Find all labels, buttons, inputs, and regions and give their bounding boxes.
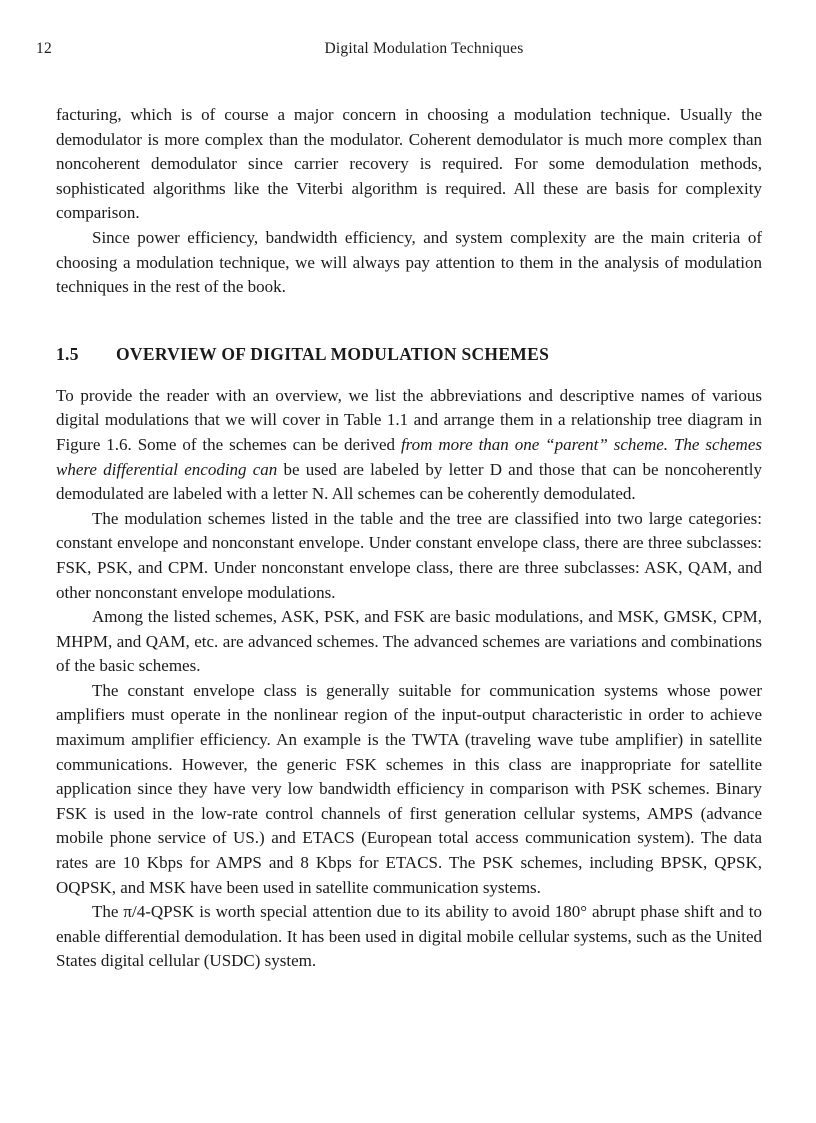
overview-text-italic: from more than one “parent” scheme. The schemes where differential encoding can	[56, 434, 762, 479]
paragraph-constant-envelope: The constant envelope class is generally suitable for communication systems whose power amplifiers must operate in the nonlinear region of the input-output characteristic in order to achieve maximum amplifier efficiency. An example is the TWTA (traveling wave tube amplifier) in satellite communications. However, the generic FSK schemes in this class are inappropriate for satellite application since they have very low bandwidth efficiency in comparison with PSK schemes. Binary FSK is used in the low-rate control channels of first generation cellular systems, AMPS (advance mobile phone service of US.) and ETACS (European total access communication system). The data rates are 10 Kbps for AMPS and 8 Kbps for ETACS. The PSK schemes, including BPSK, QPSK, OQPSK, and MSK have been used in satellite communication systems.	[56, 680, 762, 897]
running-title: Digital Modulation Techniques	[324, 40, 524, 57]
page-number: 12	[36, 40, 52, 57]
running-head	[36, 40, 762, 66]
paragraph-overview	[56, 384, 762, 507]
section-heading	[56, 344, 762, 365]
overview-text-end: be used are labeled by letter D and those that can be noncoherently demodulated are labeled with a letter N. All schemes can be coherently demodulated.	[56, 459, 762, 504]
section-title: OVERVIEW OF DIGITAL MODULATION SCHEMES	[116, 343, 550, 364]
section-number: 1.5	[56, 343, 79, 364]
intro-text	[56, 103, 762, 300]
paragraph-basic-advanced: Among the listed schemes, ASK, PSK, and FSK are basic modulations, and MSK, GMSK, CPM, MHPM, and QAM, etc. are advanced schemes. The advanced schemes are variations and combinations of the basic schemes.	[56, 607, 762, 676]
book-page	[36, 40, 762, 974]
paragraph-categories: The modulation schemes listed in the table and the tree are classified into two large categories: constant envelope and nonconstant envelope. Under constant envelope class, there are three subclasses: FSK, PSK, and CPM. Under nonconstant envelope class, there are three subclasses: ASK, QAM, and other nonconstant envelope modulations.	[56, 508, 762, 602]
paragraph-complexity: facturing, which is of course a major concern in choosing a modulation technique. Usually the demodulator is more complex than the modulator. Coherent demodulator is much more complex than noncoherent demodulator since carrier recovery is required. For some demodulation methods, sophisticated algorithms like the Viterbi algorithm is required. All these are basis for complexity comparison.	[56, 105, 762, 223]
overview-text-start: To provide the reader with an overview, we list the abbreviations and descriptive names of various digital modulations that we will cover in Table 1.1 and arrange them in a relationship tree diagram in Figure 1.6. Some of the schemes can be derived	[56, 385, 762, 454]
paragraph-criteria: Since power efficiency, bandwidth efficiency, and system complexity are the main criteria of choosing a modulation technique, we will always pay attention to them in the analysis of modulation techniques in the rest of the book.	[56, 227, 762, 297]
paragraph-pi4-qpsk: The π/4-QPSK is worth special attention due to its ability to avoid 180° abrupt phase shift and to enable differential demodulation. It has been used in digital mobile cellular systems, such as the United States digital cellular (USDC) system.	[56, 902, 762, 971]
